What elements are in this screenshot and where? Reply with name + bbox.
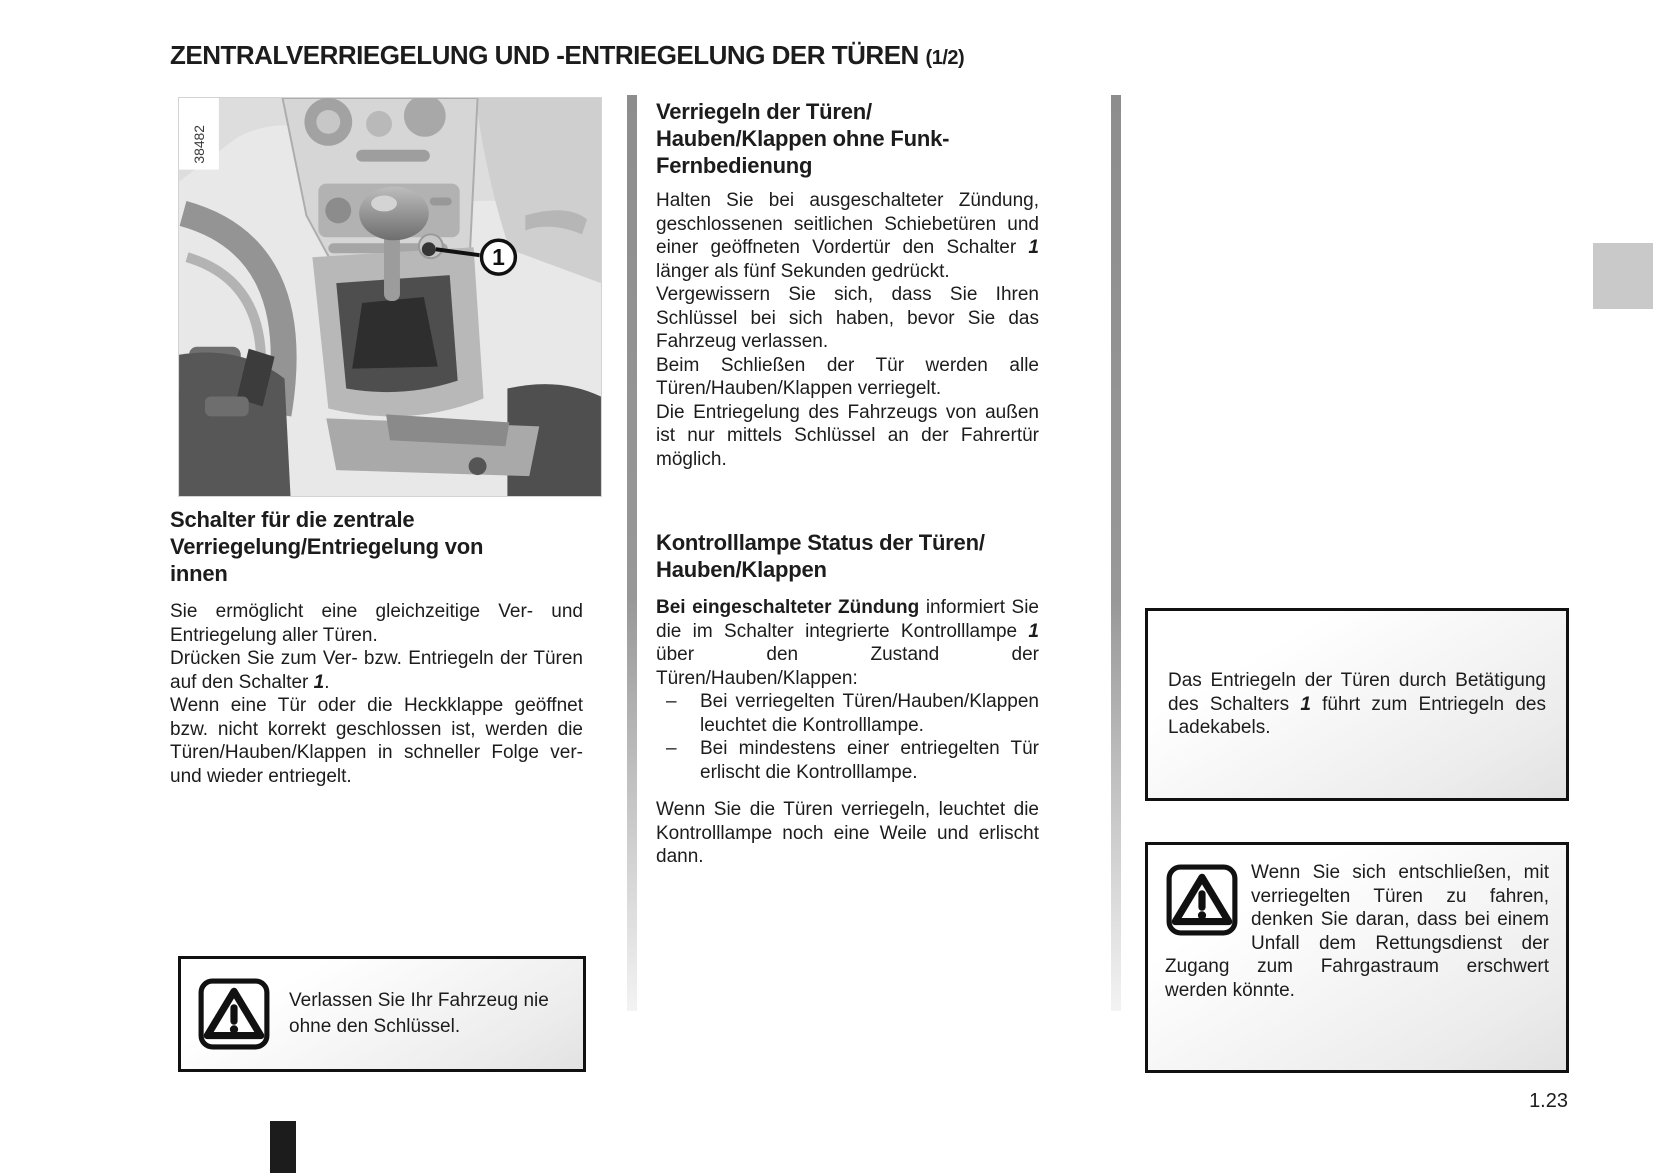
charging-cable-note-box bbox=[1145, 608, 1569, 801]
paragraph: Wenn Sie die Türen verriegeln, leuchtet die Kontrolllampe noch eine Weile und erlischt dann. bbox=[656, 799, 1039, 867]
bullet-dash: – bbox=[666, 738, 677, 759]
page-title-part-indicator: (1/2) bbox=[925, 47, 965, 69]
callout-number: 1 bbox=[492, 244, 505, 271]
paragraph: Sie ermöglicht eine gleichzeitige Ver- und Entriegelung aller Türen. bbox=[170, 601, 583, 646]
paragraph: Vergewissern Sie sich, dass Sie Ihren Schlüssel bei sich haben, bevor Sie das Fahrzeug verlassen. bbox=[656, 284, 1039, 352]
section-heading-status-lamp: Kontrolllampe Status der Türen/ Hauben/Klappen bbox=[656, 530, 985, 582]
paragraph: Halten Sie bei ausgeschalteter Zündung, geschlossenen seitlichen Schiebetüren und einer geöffneten Vordertür den Schalter 1 länger als fünf Sekunden gedrückt. bbox=[656, 190, 1039, 282]
key-warning-text: Verlassen Sie Ihr Fahrzeug nie ohne den Schlüssel. bbox=[289, 990, 549, 1037]
paragraph: Wenn Sie sich entschließen, mit verriegelten Türen zu fahren, denken Sie daran, dass bei einem Unfall dem Rettungsdienst der Zugang zum Fahrgastraum erschwert werden könnte. bbox=[1165, 862, 1549, 1001]
dash-trim-slot bbox=[356, 150, 430, 162]
footwell-trim bbox=[205, 397, 249, 417]
page-title-text: ZENTRALVERRIEGELUNG UND -ENTRIEGELUNG DER TÜREN bbox=[170, 40, 919, 70]
vehicle-interior-photo bbox=[178, 97, 602, 497]
warning-triangle-icon bbox=[1165, 863, 1239, 937]
bullet-item: – Bei mindestens einer entriegelten Tür erlischt die Kontrolllampe. bbox=[666, 738, 1039, 783]
warning-triangle-icon bbox=[197, 977, 271, 1051]
section-body-status-lamp bbox=[656, 596, 1039, 869]
paragraph: Bei eingeschalteter Zündung informiert Sie die im Schalter integrierte Kontrolllampe 1 über den Zustand der Türen/Hauben/Klappen: bbox=[656, 597, 1039, 689]
column-divider-right bbox=[1111, 95, 1121, 1011]
section-heading-lock-without-remote: Verriegeln der Türen/ Hauben/Klappen ohne Funk- Fernbedienung bbox=[656, 99, 950, 178]
console-socket bbox=[469, 457, 487, 475]
radio-knob-left bbox=[325, 198, 351, 224]
paragraph: Das Entriegeln der Türen durch Betätigung des Schalters 1 führt zum Entriegeln des Ladekabels. bbox=[1168, 670, 1546, 739]
section-body-lock-without-remote bbox=[656, 189, 1039, 471]
gear-lever-knob bbox=[359, 187, 429, 241]
paragraph: Die Entriegelung des Fahrzeugs von außen ist nur mittels Schlüssel an der Fahrertür möglich. bbox=[656, 401, 1039, 470]
dash-control-knob-cap bbox=[316, 110, 340, 134]
driving-locked-warning-box bbox=[1145, 842, 1569, 1073]
driver-seat bbox=[179, 352, 290, 496]
bullet-item: – Bei verriegelten Türen/Hauben/Klappen leuchtet die Kontrolllampe. bbox=[666, 691, 1039, 736]
chapter-side-tab bbox=[1593, 243, 1653, 309]
paragraph: Beim Schließen der Tür werden alle Türen/Hauben/Klappen verriegelt. bbox=[656, 354, 1039, 399]
binding-mark bbox=[270, 1121, 296, 1173]
column-divider-left bbox=[627, 95, 637, 1011]
gear-knob-highlight bbox=[371, 196, 397, 212]
bullet-dash: – bbox=[666, 691, 677, 712]
figure-number-label: 38482 bbox=[190, 124, 207, 164]
left-section-body bbox=[170, 600, 583, 788]
key-warning-box bbox=[178, 956, 586, 1072]
charging-cable-note-text bbox=[1168, 669, 1546, 740]
gear-boot bbox=[352, 297, 438, 369]
dash-button-round bbox=[366, 111, 392, 137]
page-number: 1.23 bbox=[1529, 1090, 1568, 1112]
paragraph: Drücken Sie zum Ver- bzw. Entriegeln der Türen auf den Schalter 1. bbox=[170, 648, 583, 693]
radio-slot bbox=[430, 198, 452, 206]
left-section-heading: Schalter für die zentrale Verriegelung/Entriegelung von innen bbox=[170, 507, 484, 586]
paragraph: Wenn eine Tür oder die Heckklappe geöffnet bzw. nicht korrekt geschlossen ist, werden die Türen/Hauben/Klappen in schneller Folge ver- und wieder entriegelt. bbox=[170, 695, 583, 787]
vehicle-interior-illustration bbox=[179, 98, 601, 496]
page-title bbox=[170, 40, 964, 71]
lock-switch bbox=[422, 242, 436, 256]
middle-column bbox=[656, 98, 1039, 869]
